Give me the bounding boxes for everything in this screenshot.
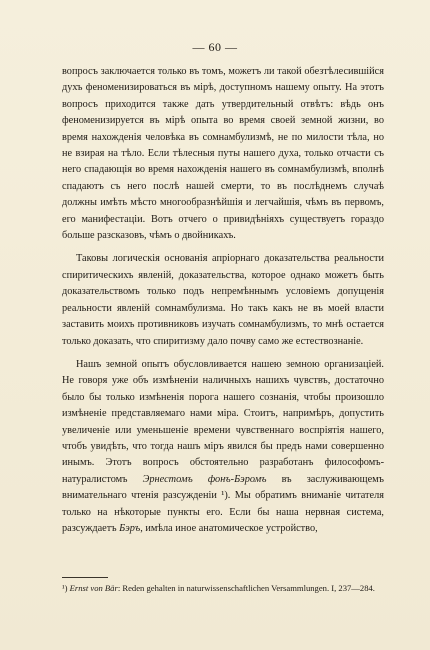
paragraph-3 xyxy=(62,357,384,537)
author-name-baer: Бэръ xyxy=(119,522,141,534)
author-name-baer-full: Эрнестомъ фонъ-Бэромъ xyxy=(142,473,267,485)
body-text xyxy=(62,64,384,537)
footnote-divider xyxy=(62,577,108,578)
paragraph-3-text-mid: въ заслуживающемъ внимательнаго чтенія разсужденіи xyxy=(62,473,384,502)
paragraph-3-text-end: , имѣла иное анатомическое устройство, xyxy=(140,522,318,534)
paragraph-3-text-start: Нашъ земной опытъ обусловливается нашею земною организаціей. Не говоря уже объ измѣненіи наличныхъ нашихъ чувствъ, достаточно было бы только измѣненія порога нашего сознанія, чтобы произошло измѣненіе представляемаго нами міра. Стоитъ, напримѣръ, допустить увеличеніе или уменьшеніе времени чувственнаго воспріятія нашего, чтобъ увидѣть, что тогда нашъ міръ явился бы предъ нами совершенно инымъ. Этотъ вопросъ обстоятельно разработанъ философомъ-натуралистомъ xyxy=(62,358,384,485)
footnote-reference[interactable]: ¹). xyxy=(221,490,231,502)
footnote-author: Ernst von Bär xyxy=(69,583,118,593)
footnote xyxy=(62,582,384,595)
footnote-text: : Reden gehalten in naturwissenschaftlichen Versammlungen. I, 237—284. xyxy=(117,583,375,593)
paragraph-1: вопросъ заключается только въ томъ, можетъ ли такой обезтѣлесившійся духъ феноменизироваться въ мірѣ, доступномъ нашему опыту. На этотъ вопросъ приходится также дать утвердительный отвѣтъ: вѣдь онъ феноменизируется въ мірѣ опыта во время своей земной жизни, во время нахожденія человѣка въ сомнамбулизмѣ, не по милости тѣла, но не взирая на тѣло. Если тѣлесныя путы нашего духа, только отчасти съ него спадающія во время нахожденія нашего въ сомнамбулизмѣ, вполнѣ спадаютъ съ него послѣ нашей смерти, то въ послѣднемъ случаѣ должны имѣть мѣсто многообразнѣйшія и легчайшія, чѣмъ въ первомъ, его манифестаціи. Вотъ отчего о привидѣніяхъ существуетъ гораздо больше разсказовъ, чѣмъ о двойникахъ. xyxy=(62,66,384,242)
footnote-marker: ¹) xyxy=(62,583,68,593)
paragraph-2: Таковы логическія основанія апріорнаго доказательства реальности спиритическихъ явленій, доказательства, которое однако можетъ быть доказательствомъ только подъ непремѣннымъ условіемъ допущенія реальности явленій сомнамбулизма. Но такъ какъ не въ моей власти заставить моихъ противниковъ изучать сомнамбулизмъ, то мнѣ остается только доказать, что спиритизму дало почву само же естествознаніе. xyxy=(62,253,384,347)
paragraph-3-text-mid2: Мы обратимъ вниманіе читателя только на нѣкоторые пункты его. Если бы наша нервная система, разсуждаетъ xyxy=(62,490,384,534)
page-number: — 60 — xyxy=(192,40,238,54)
